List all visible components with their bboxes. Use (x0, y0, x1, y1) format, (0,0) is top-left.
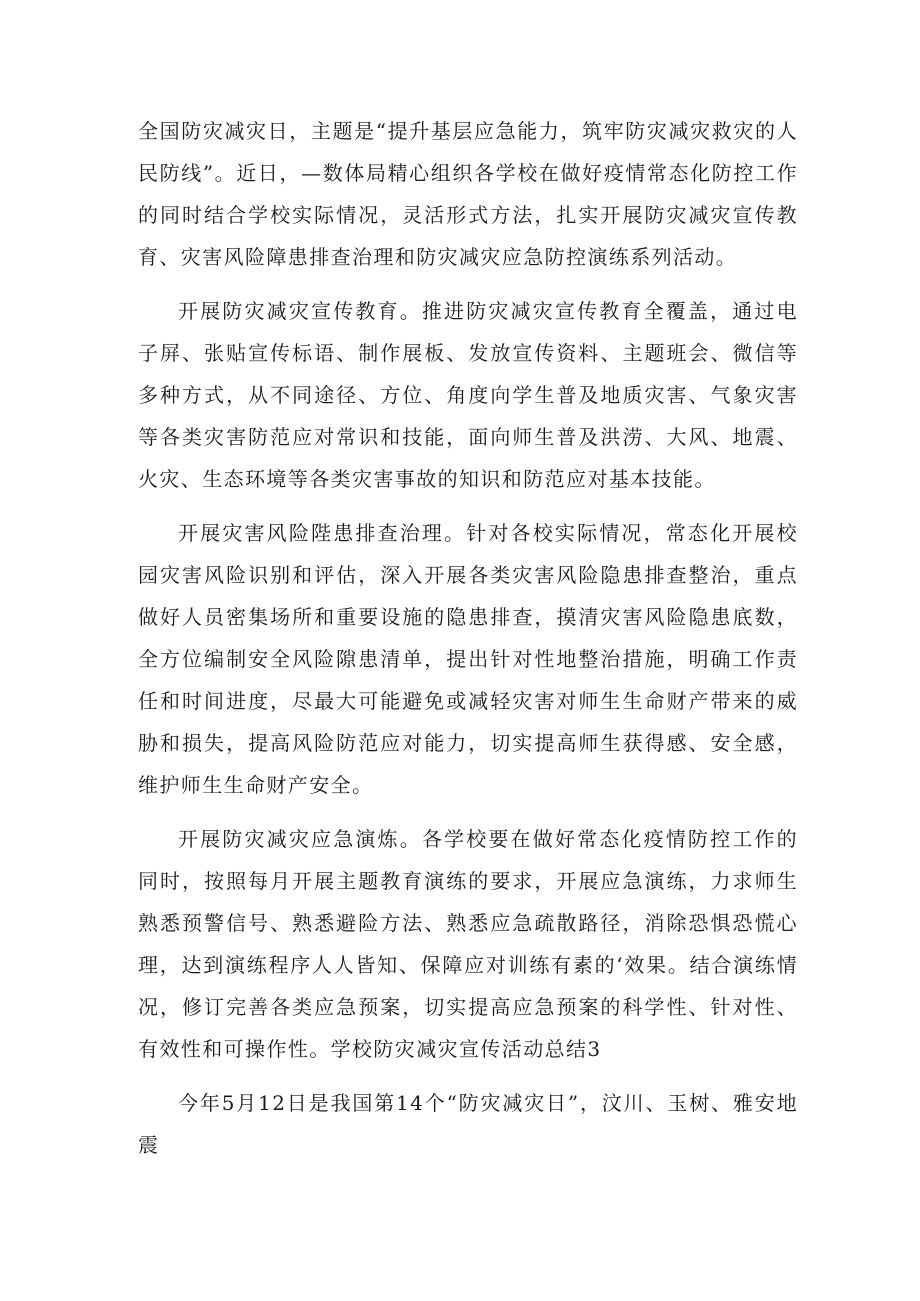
paragraph-2: 开展防灾减灾宣传教育。推进防灾减灾宣传教育全覆盖，通过电子屏、张贴宣传标语、制作展板、发放宣传资料、主题班会、微信等多种方式，从不同途径、方位、角度向学生普及地质灾害、气象灾害等各类灾害防范应对常识和技能，面向师生普及洪涝、大风、地震、火灾、生态环境等各类灾害事故的知识和防范应对基本技能。 (138, 299, 798, 491)
document-body (138, 110, 798, 1178)
paragraph-5: 今年5月12日是我国第14个“防灾减灾日”，汶川、玉树、雅安地震 (138, 1091, 798, 1157)
paragraph-4: 开展防灾减灾应急演炼。各学校要在做好常态化疫情防控工作的同时，按照每月开展主题教育演练的要求，开展应急演练，力求师生熟悉预警信号、熟悉避险方法、熟悉应急疏散路径，消除恐惧恐慌心理，达到演练程序人人皆知、保障应对训练有素的‘效果。结合演练情况，修订完善各类应急预案，切实提高应急预案的科学性、针对性、有效性和可操作性。学校防灾减灾宣传活动总结3 (138, 827, 798, 1061)
paragraph-3: 开展灾害风险陛患排查治理。针对各校实际情况，常态化开展校园灾害风险识别和评估，深入开展各类灾害风险隐患排查整治，重点做好人员密集场所和重要设施的隐患排查，摸清灾害风险隐患底数，全方位编制安全风险隙患清单，提出针对性地整治措施，明确工作责任和时间进度，尽最大可能避免或减轻灾害对师生生命财产带来的威胁和损失，提高风险防范应对能力，切实提高师生获得感、安全感，维护师生生命财产安全。 (138, 521, 798, 797)
paragraph-1: 全国防灾减灾日，主题是“提升基层应急能力，筑牢防灾减灾救灾的人民防线”。近日，—数体局精心组织各学校在做好疫情常态化防控工作的同时结合学校实际情况，灵活形式方法，扎实开展防灾减灾宣传教育、灾害风险障患排查治理和防灾减灾应急防控演练系列活动。 (138, 119, 798, 269)
